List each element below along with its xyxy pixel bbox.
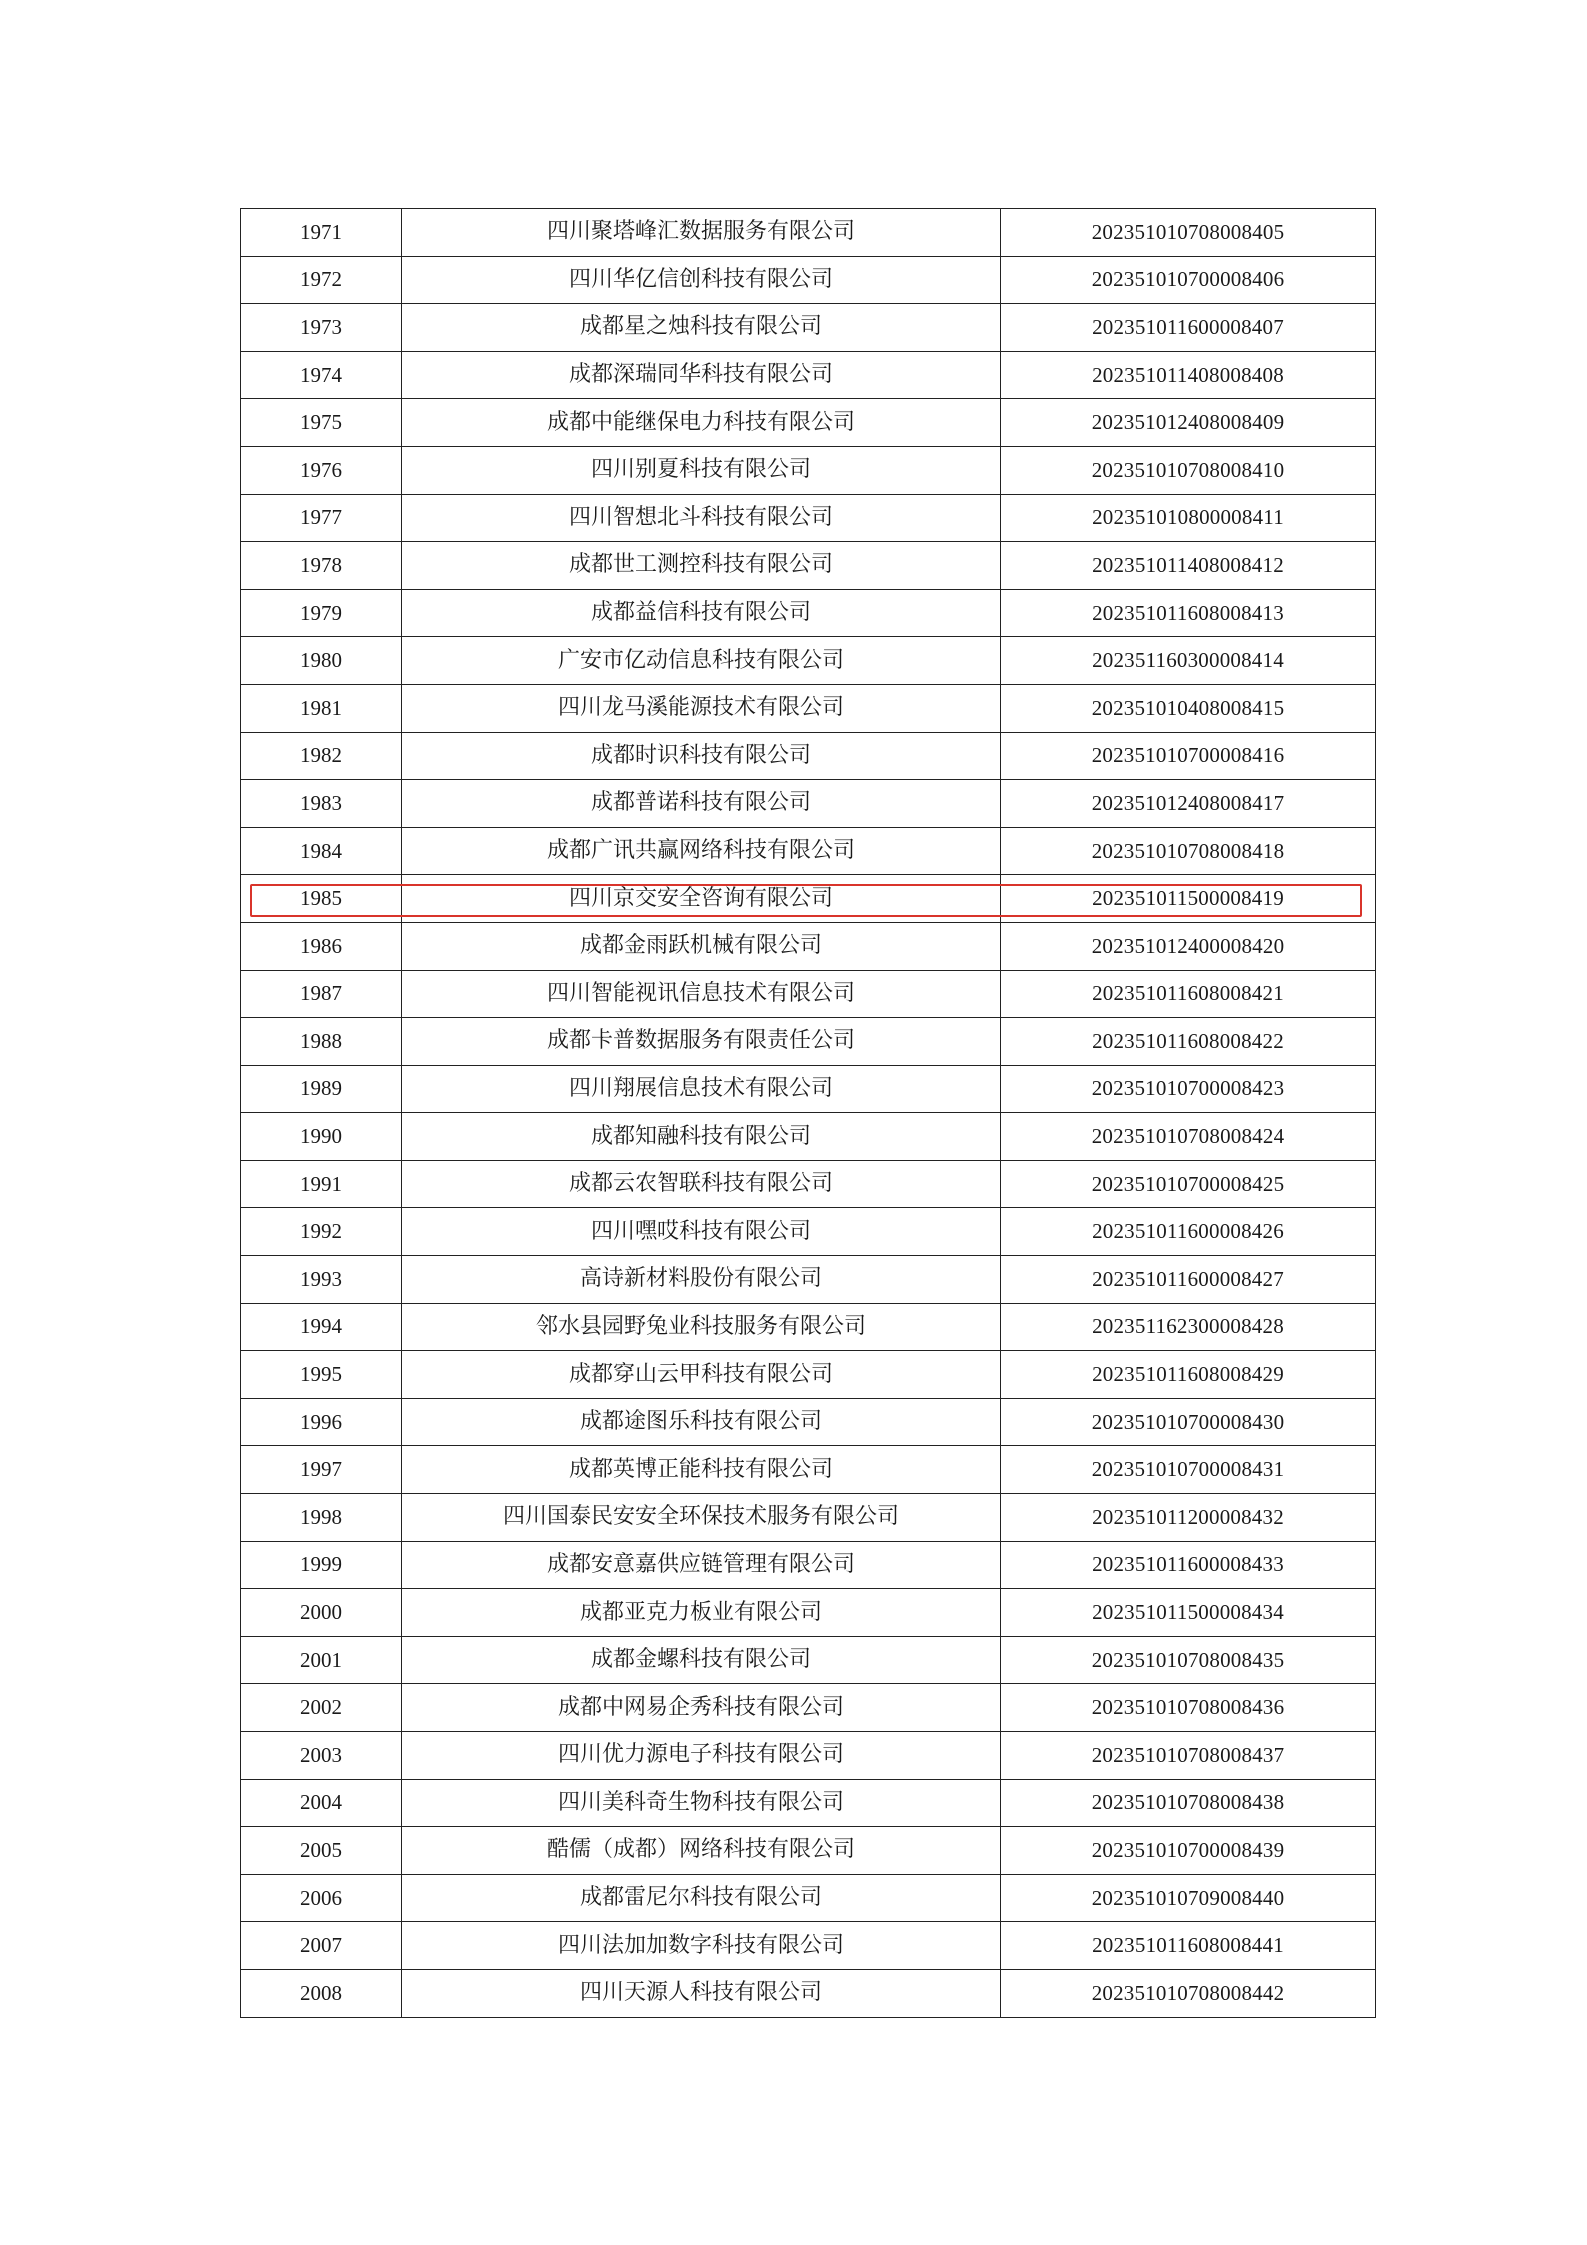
row-number: 1981 [241, 684, 402, 732]
table-row [241, 1874, 1376, 1922]
registration-code: 202351011600008407 [1001, 304, 1376, 352]
company-name: 成都知融科技有限公司 [402, 1113, 1001, 1161]
registration-code: 202351011600008426 [1001, 1208, 1376, 1256]
table-row [241, 494, 1376, 542]
company-name: 高诗新材料股份有限公司 [402, 1256, 1001, 1304]
row-number: 1973 [241, 304, 402, 352]
registration-code: 202351011408008412 [1001, 542, 1376, 590]
table-row [241, 1351, 1376, 1399]
row-number: 1975 [241, 399, 402, 447]
table-row [241, 351, 1376, 399]
row-number: 1974 [241, 351, 402, 399]
row-number: 1999 [241, 1541, 402, 1589]
company-name: 四川天源人科技有限公司 [402, 1969, 1001, 2017]
company-name: 四川翔展信息技术有限公司 [402, 1065, 1001, 1113]
table-row [241, 1922, 1376, 1970]
table-row [241, 1303, 1376, 1351]
table-row [241, 970, 1376, 1018]
table-row [241, 922, 1376, 970]
registration-code: 202351012400008420 [1001, 922, 1376, 970]
row-number: 1995 [241, 1351, 402, 1399]
registration-code: 202351010708008442 [1001, 1969, 1376, 2017]
row-number: 1984 [241, 827, 402, 875]
table-row [241, 1446, 1376, 1494]
company-name: 成都普诺科技有限公司 [402, 780, 1001, 828]
company-name: 四川别夏科技有限公司 [402, 446, 1001, 494]
row-number: 2003 [241, 1732, 402, 1780]
row-number: 1977 [241, 494, 402, 542]
company-name: 成都深瑞同华科技有限公司 [402, 351, 1001, 399]
registration-code: 202351010709008440 [1001, 1874, 1376, 1922]
table-row [241, 875, 1376, 923]
table-row [241, 1636, 1376, 1684]
company-name: 成都中能继保电力科技有限公司 [402, 399, 1001, 447]
company-name: 成都星之烛科技有限公司 [402, 304, 1001, 352]
row-number: 1983 [241, 780, 402, 828]
row-number: 2008 [241, 1969, 402, 2017]
row-number: 2000 [241, 1589, 402, 1637]
table-row [241, 1018, 1376, 1066]
table-row [241, 780, 1376, 828]
table-row [241, 1732, 1376, 1780]
registration-code: 202351010700008406 [1001, 256, 1376, 304]
row-number: 1972 [241, 256, 402, 304]
company-name: 成都金螺科技有限公司 [402, 1636, 1001, 1684]
company-name: 邻水县园野兔业科技服务有限公司 [402, 1303, 1001, 1351]
registration-code: 202351012408008417 [1001, 780, 1376, 828]
registration-code: 202351010708008410 [1001, 446, 1376, 494]
company-name: 四川华亿信创科技有限公司 [402, 256, 1001, 304]
company-list-table [240, 208, 1376, 2018]
company-name: 四川优力源电子科技有限公司 [402, 1732, 1001, 1780]
company-name: 成都卡普数据服务有限责任公司 [402, 1018, 1001, 1066]
registration-code: 202351011608008421 [1001, 970, 1376, 1018]
table-row [241, 1256, 1376, 1304]
row-number: 1998 [241, 1494, 402, 1542]
registration-code: 202351011608008413 [1001, 589, 1376, 637]
registration-code: 202351011600008433 [1001, 1541, 1376, 1589]
table-row [241, 1589, 1376, 1637]
registration-code: 202351011608008422 [1001, 1018, 1376, 1066]
row-number: 1992 [241, 1208, 402, 1256]
table-row [241, 1065, 1376, 1113]
company-name: 四川龙马溪能源技术有限公司 [402, 684, 1001, 732]
row-number: 2007 [241, 1922, 402, 1970]
company-name: 成都穿山云甲科技有限公司 [402, 1351, 1001, 1399]
company-list-table-wrapper [240, 208, 1375, 2018]
row-number: 1978 [241, 542, 402, 590]
company-name: 成都金雨跃机械有限公司 [402, 922, 1001, 970]
table-row [241, 304, 1376, 352]
registration-code: 202351011608008429 [1001, 1351, 1376, 1399]
table-row [241, 399, 1376, 447]
company-name: 酷儒（成都）网络科技有限公司 [402, 1827, 1001, 1875]
registration-code: 202351010708008418 [1001, 827, 1376, 875]
row-number: 1989 [241, 1065, 402, 1113]
row-number: 1971 [241, 209, 402, 257]
table-row [241, 1113, 1376, 1161]
company-name: 成都时识科技有限公司 [402, 732, 1001, 780]
row-number: 1987 [241, 970, 402, 1018]
company-name: 成都亚克力板业有限公司 [402, 1589, 1001, 1637]
registration-code: 202351010708008435 [1001, 1636, 1376, 1684]
row-number: 2002 [241, 1684, 402, 1732]
table-row [241, 684, 1376, 732]
table-row [241, 446, 1376, 494]
table-row [241, 209, 1376, 257]
registration-code: 202351010700008439 [1001, 1827, 1376, 1875]
table-row [241, 827, 1376, 875]
row-number: 1990 [241, 1113, 402, 1161]
row-number: 1986 [241, 922, 402, 970]
company-name: 四川国泰民安安全环保技术服务有限公司 [402, 1494, 1001, 1542]
registration-code: 202351010408008415 [1001, 684, 1376, 732]
row-number: 1980 [241, 637, 402, 685]
registration-code: 202351011600008427 [1001, 1256, 1376, 1304]
registration-code: 202351010708008438 [1001, 1779, 1376, 1827]
registration-code: 202351011500008434 [1001, 1589, 1376, 1637]
company-name: 四川聚塔峰汇数据服务有限公司 [402, 209, 1001, 257]
table-row [241, 1779, 1376, 1827]
row-number: 2005 [241, 1827, 402, 1875]
company-name: 四川法加加数字科技有限公司 [402, 1922, 1001, 1970]
row-number: 2001 [241, 1636, 402, 1684]
table-row [241, 1541, 1376, 1589]
company-name: 成都云农智联科技有限公司 [402, 1160, 1001, 1208]
registration-code: 202351010700008423 [1001, 1065, 1376, 1113]
row-number: 1991 [241, 1160, 402, 1208]
registration-code: 202351010700008416 [1001, 732, 1376, 780]
registration-code: 202351010708008424 [1001, 1113, 1376, 1161]
table-row [241, 1827, 1376, 1875]
registration-code: 202351010708008437 [1001, 1732, 1376, 1780]
registration-code: 202351010800008411 [1001, 494, 1376, 542]
company-name: 四川智想北斗科技有限公司 [402, 494, 1001, 542]
registration-code: 202351012408008409 [1001, 399, 1376, 447]
row-number: 1993 [241, 1256, 402, 1304]
table-row [241, 1398, 1376, 1446]
registration-code: 202351010708008436 [1001, 1684, 1376, 1732]
row-number: 1994 [241, 1303, 402, 1351]
registration-code: 202351162300008428 [1001, 1303, 1376, 1351]
company-name: 成都英博正能科技有限公司 [402, 1446, 1001, 1494]
registration-code: 202351011608008441 [1001, 1922, 1376, 1970]
registration-code: 202351010708008405 [1001, 209, 1376, 257]
company-name: 成都世工测控科技有限公司 [402, 542, 1001, 590]
table-row [241, 1494, 1376, 1542]
row-number: 1985 [241, 875, 402, 923]
company-name: 四川美科奇生物科技有限公司 [402, 1779, 1001, 1827]
row-number: 1988 [241, 1018, 402, 1066]
row-number: 1997 [241, 1446, 402, 1494]
company-name: 成都中网易企秀科技有限公司 [402, 1684, 1001, 1732]
row-number: 1976 [241, 446, 402, 494]
row-number: 2006 [241, 1874, 402, 1922]
registration-code: 202351010700008425 [1001, 1160, 1376, 1208]
registration-code: 202351011500008419 [1001, 875, 1376, 923]
company-list-body [241, 209, 1376, 2018]
table-row [241, 1208, 1376, 1256]
company-name: 成都益信科技有限公司 [402, 589, 1001, 637]
company-name: 四川嘿哎科技有限公司 [402, 1208, 1001, 1256]
registration-code: 202351011200008432 [1001, 1494, 1376, 1542]
registration-code: 202351160300008414 [1001, 637, 1376, 685]
registration-code: 202351010700008430 [1001, 1398, 1376, 1446]
row-number: 1982 [241, 732, 402, 780]
registration-code: 202351011408008408 [1001, 351, 1376, 399]
table-row [241, 589, 1376, 637]
table-row [241, 637, 1376, 685]
table-row [241, 256, 1376, 304]
table-row [241, 542, 1376, 590]
table-row [241, 1684, 1376, 1732]
company-name: 成都雷尼尔科技有限公司 [402, 1874, 1001, 1922]
row-number: 1979 [241, 589, 402, 637]
company-name: 四川京交安全咨询有限公司 [402, 875, 1001, 923]
company-name: 成都广讯共赢网络科技有限公司 [402, 827, 1001, 875]
table-row [241, 1160, 1376, 1208]
company-name: 成都安意嘉供应链管理有限公司 [402, 1541, 1001, 1589]
row-number: 1996 [241, 1398, 402, 1446]
company-name: 成都途图乐科技有限公司 [402, 1398, 1001, 1446]
table-row [241, 732, 1376, 780]
table-row [241, 1969, 1376, 2017]
company-name: 广安市亿动信息科技有限公司 [402, 637, 1001, 685]
registration-code: 202351010700008431 [1001, 1446, 1376, 1494]
row-number: 2004 [241, 1779, 402, 1827]
company-name: 四川智能视讯信息技术有限公司 [402, 970, 1001, 1018]
